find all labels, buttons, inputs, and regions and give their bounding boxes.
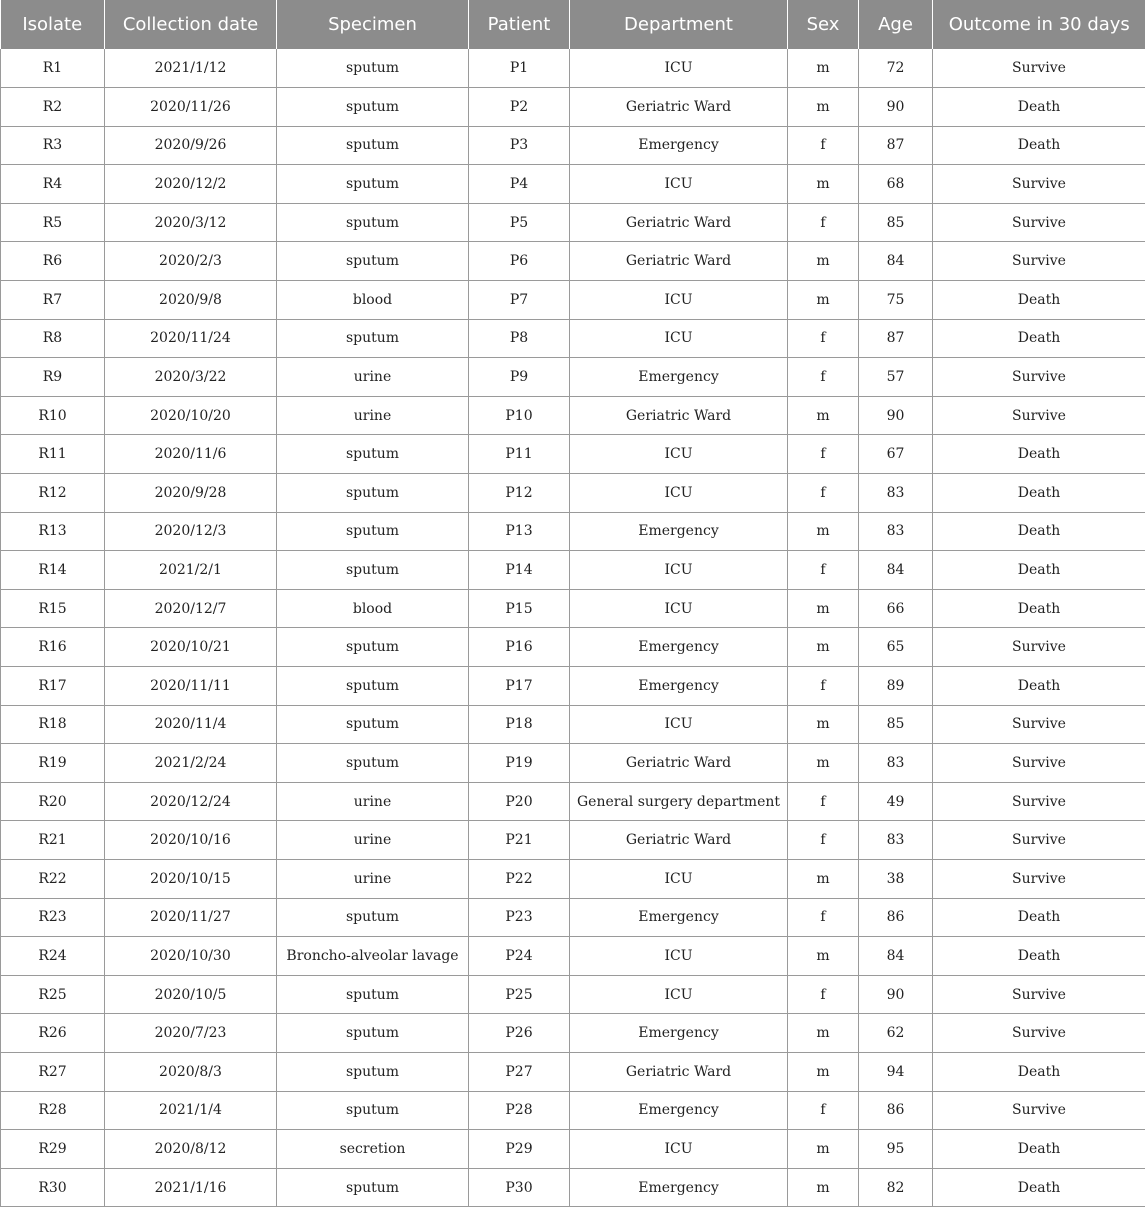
table-row xyxy=(1,435,1145,474)
cell-specimen: sputum xyxy=(277,319,469,358)
cell-department: ICU xyxy=(570,435,788,474)
table-body xyxy=(1,49,1145,1207)
cell-department: Emergency xyxy=(570,1168,788,1207)
cell-isolate: R7 xyxy=(1,281,105,320)
cell-department: Emergency xyxy=(570,512,788,551)
cell-collection-date: 2020/10/21 xyxy=(105,628,277,667)
cell-collection-date: 2020/12/7 xyxy=(105,589,277,628)
cell-outcome: Death xyxy=(933,281,1145,320)
cell-specimen: sputum xyxy=(277,898,469,937)
cell-age: 72 xyxy=(859,49,933,88)
cell-isolate: R13 xyxy=(1,512,105,551)
cell-department: ICU xyxy=(570,165,788,204)
cell-patient: P14 xyxy=(469,551,570,590)
cell-collection-date: 2020/9/8 xyxy=(105,281,277,320)
cell-age: 95 xyxy=(859,1130,933,1169)
header-specimen: Specimen xyxy=(277,0,469,49)
cell-age: 89 xyxy=(859,667,933,706)
cell-sex: m xyxy=(788,49,859,88)
cell-patient: P25 xyxy=(469,975,570,1014)
table-row xyxy=(1,319,1145,358)
cell-specimen: sputum xyxy=(277,165,469,204)
cell-collection-date: 2020/12/24 xyxy=(105,782,277,821)
cell-patient: P5 xyxy=(469,203,570,242)
cell-age: 86 xyxy=(859,1091,933,1130)
cell-sex: m xyxy=(788,937,859,976)
cell-patient: P17 xyxy=(469,667,570,706)
cell-department: Emergency xyxy=(570,1014,788,1053)
cell-age: 87 xyxy=(859,126,933,165)
cell-age: 49 xyxy=(859,782,933,821)
cell-sex: f xyxy=(788,821,859,860)
cell-specimen: sputum xyxy=(277,474,469,513)
cell-sex: f xyxy=(788,319,859,358)
cell-sex: f xyxy=(788,474,859,513)
table-row xyxy=(1,1014,1145,1053)
cell-department: Geriatric Ward xyxy=(570,88,788,127)
cell-specimen: sputum xyxy=(277,628,469,667)
cell-department: Emergency xyxy=(570,126,788,165)
cell-patient: P2 xyxy=(469,88,570,127)
cell-sex: f xyxy=(788,435,859,474)
cell-collection-date: 2020/12/2 xyxy=(105,165,277,204)
table-row xyxy=(1,975,1145,1014)
cell-outcome: Death xyxy=(933,937,1145,976)
table-row xyxy=(1,49,1145,88)
cell-department: General surgery department xyxy=(570,782,788,821)
cell-sex: f xyxy=(788,551,859,590)
table-row xyxy=(1,281,1145,320)
cell-specimen: Broncho-alveolar lavage xyxy=(277,937,469,976)
cell-department: Emergency xyxy=(570,898,788,937)
cell-isolate: R22 xyxy=(1,859,105,898)
cell-collection-date: 2020/10/16 xyxy=(105,821,277,860)
cell-outcome: Death xyxy=(933,512,1145,551)
cell-sex: m xyxy=(788,744,859,783)
cell-collection-date: 2020/11/11 xyxy=(105,667,277,706)
cell-isolate: R17 xyxy=(1,667,105,706)
cell-specimen: urine xyxy=(277,821,469,860)
cell-sex: f xyxy=(788,1091,859,1130)
cell-collection-date: 2020/10/30 xyxy=(105,937,277,976)
cell-age: 94 xyxy=(859,1052,933,1091)
cell-specimen: urine xyxy=(277,782,469,821)
cell-outcome: Death xyxy=(933,88,1145,127)
cell-patient: P22 xyxy=(469,859,570,898)
cell-collection-date: 2020/9/28 xyxy=(105,474,277,513)
cell-sex: f xyxy=(788,203,859,242)
cell-collection-date: 2020/2/3 xyxy=(105,242,277,281)
cell-collection-date: 2020/8/12 xyxy=(105,1130,277,1169)
cell-sex: m xyxy=(788,512,859,551)
table-row xyxy=(1,782,1145,821)
cell-age: 86 xyxy=(859,898,933,937)
cell-outcome: Survive xyxy=(933,1014,1145,1053)
cell-isolate: R16 xyxy=(1,628,105,667)
cell-age: 90 xyxy=(859,88,933,127)
cell-outcome: Death xyxy=(933,1130,1145,1169)
cell-isolate: R12 xyxy=(1,474,105,513)
cell-department: ICU xyxy=(570,937,788,976)
cell-department: ICU xyxy=(570,1130,788,1169)
cell-patient: P27 xyxy=(469,1052,570,1091)
cell-isolate: R11 xyxy=(1,435,105,474)
cell-sex: m xyxy=(788,1052,859,1091)
cell-sex: m xyxy=(788,281,859,320)
table-row xyxy=(1,1052,1145,1091)
cell-specimen: sputum xyxy=(277,435,469,474)
cell-patient: P24 xyxy=(469,937,570,976)
cell-age: 67 xyxy=(859,435,933,474)
cell-collection-date: 2020/11/26 xyxy=(105,88,277,127)
cell-collection-date: 2021/1/4 xyxy=(105,1091,277,1130)
cell-specimen: sputum xyxy=(277,49,469,88)
table-row xyxy=(1,744,1145,783)
cell-isolate: R15 xyxy=(1,589,105,628)
cell-collection-date: 2020/3/22 xyxy=(105,358,277,397)
table-row xyxy=(1,1130,1145,1169)
cell-collection-date: 2021/1/12 xyxy=(105,49,277,88)
cell-outcome: Death xyxy=(933,1052,1145,1091)
cell-isolate: R30 xyxy=(1,1168,105,1207)
cell-collection-date: 2020/10/15 xyxy=(105,859,277,898)
cell-outcome: Survive xyxy=(933,744,1145,783)
cell-sex: f xyxy=(788,898,859,937)
table-row xyxy=(1,1091,1145,1130)
table-row xyxy=(1,937,1145,976)
cell-department: Geriatric Ward xyxy=(570,203,788,242)
cell-patient: P11 xyxy=(469,435,570,474)
table-row xyxy=(1,165,1145,204)
cell-department: Geriatric Ward xyxy=(570,1052,788,1091)
cell-patient: P21 xyxy=(469,821,570,860)
cell-department: Geriatric Ward xyxy=(570,821,788,860)
table-row xyxy=(1,358,1145,397)
cell-isolate: R20 xyxy=(1,782,105,821)
cell-collection-date: 2021/2/1 xyxy=(105,551,277,590)
cell-department: Emergency xyxy=(570,628,788,667)
cell-specimen: sputum xyxy=(277,203,469,242)
cell-age: 65 xyxy=(859,628,933,667)
cell-isolate: R2 xyxy=(1,88,105,127)
cell-isolate: R28 xyxy=(1,1091,105,1130)
cell-age: 85 xyxy=(859,705,933,744)
cell-specimen: urine xyxy=(277,396,469,435)
cell-department: ICU xyxy=(570,319,788,358)
cell-age: 90 xyxy=(859,396,933,435)
cell-age: 83 xyxy=(859,821,933,860)
cell-collection-date: 2020/11/4 xyxy=(105,705,277,744)
table-row xyxy=(1,242,1145,281)
cell-isolate: R24 xyxy=(1,937,105,976)
cell-sex: m xyxy=(788,242,859,281)
cell-specimen: secretion xyxy=(277,1130,469,1169)
cell-sex: m xyxy=(788,1168,859,1207)
cell-patient: P10 xyxy=(469,396,570,435)
cell-outcome: Death xyxy=(933,551,1145,590)
cell-sex: f xyxy=(788,782,859,821)
cell-outcome: Survive xyxy=(933,396,1145,435)
cell-age: 84 xyxy=(859,937,933,976)
cell-department: Geriatric Ward xyxy=(570,242,788,281)
cell-outcome: Death xyxy=(933,435,1145,474)
cell-isolate: R25 xyxy=(1,975,105,1014)
cell-patient: P13 xyxy=(469,512,570,551)
cell-isolate: R6 xyxy=(1,242,105,281)
cell-outcome: Survive xyxy=(933,628,1145,667)
cell-outcome: Death xyxy=(933,474,1145,513)
cell-patient: P26 xyxy=(469,1014,570,1053)
table-row xyxy=(1,396,1145,435)
cell-collection-date: 2020/3/12 xyxy=(105,203,277,242)
cell-isolate: R14 xyxy=(1,551,105,590)
cell-sex: m xyxy=(788,396,859,435)
cell-isolate: R29 xyxy=(1,1130,105,1169)
header-outcome: Outcome in 30 days xyxy=(933,0,1145,49)
cell-patient: P23 xyxy=(469,898,570,937)
header-patient: Patient xyxy=(469,0,570,49)
cell-isolate: R21 xyxy=(1,821,105,860)
cell-department: ICU xyxy=(570,281,788,320)
cell-sex: f xyxy=(788,667,859,706)
cell-outcome: Death xyxy=(933,126,1145,165)
cell-outcome: Survive xyxy=(933,782,1145,821)
table-row xyxy=(1,512,1145,551)
cell-age: 66 xyxy=(859,589,933,628)
cell-sex: m xyxy=(788,88,859,127)
cell-outcome: Death xyxy=(933,1168,1145,1207)
cell-department: ICU xyxy=(570,49,788,88)
cell-department: ICU xyxy=(570,551,788,590)
cell-age: 83 xyxy=(859,512,933,551)
table-row xyxy=(1,589,1145,628)
cell-isolate: R26 xyxy=(1,1014,105,1053)
cell-outcome: Survive xyxy=(933,821,1145,860)
cell-specimen: sputum xyxy=(277,1091,469,1130)
cell-sex: f xyxy=(788,358,859,397)
cell-specimen: blood xyxy=(277,281,469,320)
header-isolate: Isolate xyxy=(1,0,105,49)
cell-outcome: Death xyxy=(933,898,1145,937)
cell-sex: m xyxy=(788,705,859,744)
cell-patient: P29 xyxy=(469,1130,570,1169)
cell-isolate: R18 xyxy=(1,705,105,744)
cell-age: 62 xyxy=(859,1014,933,1053)
table-row xyxy=(1,667,1145,706)
cell-patient: P6 xyxy=(469,242,570,281)
cell-sex: m xyxy=(788,859,859,898)
cell-specimen: blood xyxy=(277,589,469,628)
cell-isolate: R9 xyxy=(1,358,105,397)
table-row xyxy=(1,628,1145,667)
cell-department: Emergency xyxy=(570,358,788,397)
cell-collection-date: 2020/11/27 xyxy=(105,898,277,937)
cell-outcome: Survive xyxy=(933,49,1145,88)
cell-patient: P28 xyxy=(469,1091,570,1130)
cell-outcome: Survive xyxy=(933,358,1145,397)
cell-outcome: Death xyxy=(933,667,1145,706)
cell-age: 82 xyxy=(859,1168,933,1207)
table-row xyxy=(1,203,1145,242)
table-row xyxy=(1,126,1145,165)
cell-sex: f xyxy=(788,975,859,1014)
cell-age: 84 xyxy=(859,551,933,590)
cell-specimen: sputum xyxy=(277,1014,469,1053)
cell-patient: P15 xyxy=(469,589,570,628)
cell-department: ICU xyxy=(570,859,788,898)
table-row xyxy=(1,88,1145,127)
cell-outcome: Survive xyxy=(933,975,1145,1014)
cell-outcome: Survive xyxy=(933,859,1145,898)
cell-patient: P20 xyxy=(469,782,570,821)
cell-department: Geriatric Ward xyxy=(570,396,788,435)
table-row xyxy=(1,859,1145,898)
cell-specimen: sputum xyxy=(277,1052,469,1091)
cell-specimen: sputum xyxy=(277,126,469,165)
cell-patient: P3 xyxy=(469,126,570,165)
cell-isolate: R1 xyxy=(1,49,105,88)
cell-sex: m xyxy=(788,1014,859,1053)
cell-outcome: Survive xyxy=(933,705,1145,744)
cell-specimen: sputum xyxy=(277,242,469,281)
cell-age: 90 xyxy=(859,975,933,1014)
cell-collection-date: 2020/10/20 xyxy=(105,396,277,435)
cell-sex: f xyxy=(788,126,859,165)
cell-specimen: sputum xyxy=(277,705,469,744)
cell-specimen: sputum xyxy=(277,88,469,127)
cell-patient: P30 xyxy=(469,1168,570,1207)
cell-isolate: R5 xyxy=(1,203,105,242)
table-row xyxy=(1,821,1145,860)
cell-sex: m xyxy=(788,628,859,667)
cell-department: ICU xyxy=(570,705,788,744)
cell-age: 38 xyxy=(859,859,933,898)
header-sex: Sex xyxy=(788,0,859,49)
cell-specimen: sputum xyxy=(277,975,469,1014)
cell-isolate: R8 xyxy=(1,319,105,358)
cell-department: Geriatric Ward xyxy=(570,744,788,783)
cell-department: ICU xyxy=(570,975,788,1014)
cell-patient: P9 xyxy=(469,358,570,397)
cell-age: 68 xyxy=(859,165,933,204)
cell-collection-date: 2020/11/6 xyxy=(105,435,277,474)
cell-patient: P1 xyxy=(469,49,570,88)
cell-specimen: sputum xyxy=(277,744,469,783)
cell-patient: P19 xyxy=(469,744,570,783)
cell-age: 87 xyxy=(859,319,933,358)
cell-collection-date: 2020/9/26 xyxy=(105,126,277,165)
cell-patient: P4 xyxy=(469,165,570,204)
cell-specimen: sputum xyxy=(277,667,469,706)
cell-isolate: R3 xyxy=(1,126,105,165)
cell-collection-date: 2021/2/24 xyxy=(105,744,277,783)
cell-collection-date: 2020/12/3 xyxy=(105,512,277,551)
cell-specimen: sputum xyxy=(277,551,469,590)
header-row xyxy=(1,0,1145,49)
header-department: Department xyxy=(570,0,788,49)
cell-department: ICU xyxy=(570,589,788,628)
cell-isolate: R27 xyxy=(1,1052,105,1091)
cell-outcome: Survive xyxy=(933,165,1145,204)
cell-outcome: Death xyxy=(933,589,1145,628)
cell-collection-date: 2020/10/5 xyxy=(105,975,277,1014)
cell-department: ICU xyxy=(570,474,788,513)
cell-isolate: R19 xyxy=(1,744,105,783)
cell-patient: P18 xyxy=(469,705,570,744)
cell-department: Emergency xyxy=(570,1091,788,1130)
header-collection-date: Collection date xyxy=(105,0,277,49)
table-row xyxy=(1,1168,1145,1207)
cell-isolate: R23 xyxy=(1,898,105,937)
header-age: Age xyxy=(859,0,933,49)
cell-isolate: R10 xyxy=(1,396,105,435)
cell-patient: P8 xyxy=(469,319,570,358)
cell-patient: P7 xyxy=(469,281,570,320)
cell-specimen: sputum xyxy=(277,1168,469,1207)
cell-collection-date: 2020/11/24 xyxy=(105,319,277,358)
cell-age: 85 xyxy=(859,203,933,242)
table-row xyxy=(1,551,1145,590)
table-header xyxy=(1,0,1145,49)
cell-patient: P12 xyxy=(469,474,570,513)
cell-specimen: urine xyxy=(277,358,469,397)
cell-sex: m xyxy=(788,165,859,204)
cell-collection-date: 2021/1/16 xyxy=(105,1168,277,1207)
cell-collection-date: 2020/7/23 xyxy=(105,1014,277,1053)
cell-outcome: Survive xyxy=(933,1091,1145,1130)
cell-department: Emergency xyxy=(570,667,788,706)
cell-isolate: R4 xyxy=(1,165,105,204)
table-row xyxy=(1,705,1145,744)
cell-specimen: urine xyxy=(277,859,469,898)
table-row xyxy=(1,474,1145,513)
cell-patient: P16 xyxy=(469,628,570,667)
cell-sex: m xyxy=(788,1130,859,1169)
cell-collection-date: 2020/8/3 xyxy=(105,1052,277,1091)
cell-sex: m xyxy=(788,589,859,628)
cell-outcome: Survive xyxy=(933,203,1145,242)
cell-age: 57 xyxy=(859,358,933,397)
cell-age: 75 xyxy=(859,281,933,320)
cell-outcome: Death xyxy=(933,319,1145,358)
cell-outcome: Survive xyxy=(933,242,1145,281)
cell-specimen: sputum xyxy=(277,512,469,551)
cell-age: 84 xyxy=(859,242,933,281)
table-row xyxy=(1,898,1145,937)
cell-age: 83 xyxy=(859,474,933,513)
cell-age: 83 xyxy=(859,744,933,783)
